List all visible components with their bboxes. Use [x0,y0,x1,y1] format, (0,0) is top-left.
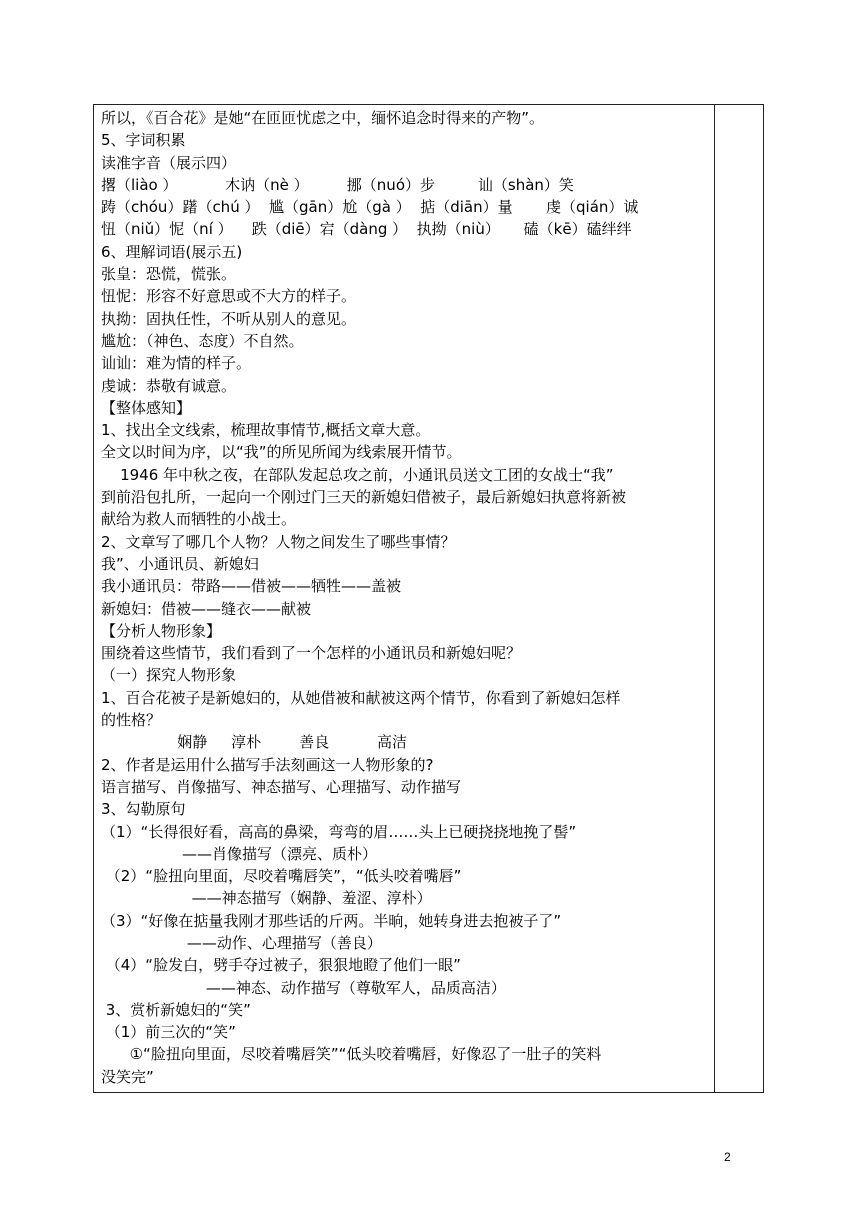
text-line: 2、作者是运用什么描写手法刻画这一人物形象的? [101,755,434,774]
text-line: 讪讪：难为情的样子。 [101,354,252,373]
text-line: 1946 年中秋之夜，在部队发起总攻之前，小通讯员送文工团的女战士“我” [101,465,614,484]
text-line: 全文以时间为序，以“我”的所见所闻为线索展开情节。 [101,443,462,462]
text-line: 1、百合花被子是新媳妇的，从她借被和献被这两个情节，你看到了新媳妇怎样 [101,688,621,707]
section-heading: 【整体感知】 [101,398,192,417]
text-line: 我”、小通讯员、新媳妇 [101,554,259,573]
text-line: 读准字音（展示四） [101,153,237,172]
text-line: （4）“脸发白，劈手夺过被子，狠狠地瞪了他们一眼” [101,956,461,975]
table-column-divider [714,104,715,1093]
text-line: （1）前三次的“笑” [101,1023,236,1042]
text-line: 新媳妇：借被——缝衣——献被 [101,599,312,618]
page-number: 2 [724,1150,731,1164]
text-line: 张皇：恐慌，慌张。 [101,265,237,284]
text-line: 尴尬：（神色、态度）不自然。 [101,331,304,350]
text-line: ——肖像描写（漂亮、质朴） [101,844,378,863]
document-text [101,107,711,1088]
text-line: 执拗：固执任性，不听从别人的意见。 [101,309,357,328]
text-line: （3）“好像在掂量我刚才那些话的斤两。半晌，她转身进去抱被子了” [101,911,562,930]
text-line: ——神态描写（娴静、羞涩、淳朴） [101,889,432,908]
section-heading: 6、理解词语(展示五) [101,242,243,261]
text-line: （1）“长得很好看，高高的鼻梁，弯弯的眉……头上已硬挠挠地挽了髻” [101,822,577,841]
text-line: 没笑完” [101,1067,154,1086]
text-line: 的性格？ [101,711,162,730]
text-line: 3、赏析新媳妇的“笑” [101,1000,251,1019]
text-line: 撂（liào ） 木讷（nè ） 挪（nuó）步 讪（shàn）笑 [101,175,574,194]
text-line: ①“脸扭向里面，尽咬着嘴唇笑”“低头咬着嘴唇，好像忍了一肚子的笑料 [101,1045,602,1064]
text-line: 1、找出全文线索，梳理故事情节,概括文章大意。 [101,421,431,440]
text-line: ——神态、动作描写（尊敬军人，品质高洁） [101,978,506,997]
text-line: 虔诚：恭敬有诚意。 [101,376,237,395]
section-heading: 【分析人物形象】 [101,621,222,640]
text-line: 娴静 淳朴 善良 高洁 [101,733,407,752]
text-line: 所以，《百合花》是她“在匝匝忧虑之中，缅怀追念时得来的产物”。 [101,109,545,127]
text-line: 围绕着这些情节，我们看到了一个怎样的小通讯员和新媳妇呢？ [101,644,522,663]
text-line: 2、文章写了哪几个人物？人物之间发生了哪些事情？ [101,532,456,551]
text-line: 语言描写、肖像描写、神态描写、心理描写、动作描写 [101,777,462,796]
text-line: 踌（chóu）躇（chú ） 尴（gān）尬（gà ） 掂（diān）量 虔（qián）诚 [101,198,639,217]
text-line: 忸怩：形容不好意思或不大方的样子。 [101,287,357,306]
section-heading: 5、字词积累 [101,131,186,150]
text-line: 3、勾勒原句 [101,800,186,819]
text-line: （一）探究人物形象 [101,666,237,685]
text-line: 我小通讯员：带路——借被——牺牲——盖被 [101,577,402,596]
text-line: （2）“脸扭向里面，尽咬着嘴唇笑”，“低头咬着嘴唇” [101,867,462,886]
text-line: 到前沿包扎所，一起向一个刚过门三天的新媳妇借被子，最后新媳妇执意将新被 [101,488,627,507]
text-line: ——动作、心理描写（善良） [101,933,382,952]
text-line: 献给为救人而牺牲的小战士。 [101,510,297,529]
text-line: 忸（niǔ）怩（ní ） 跌（diē）宕（dàng ） 执拗（niù） 磕（kē）磕绊绊 [101,220,632,239]
